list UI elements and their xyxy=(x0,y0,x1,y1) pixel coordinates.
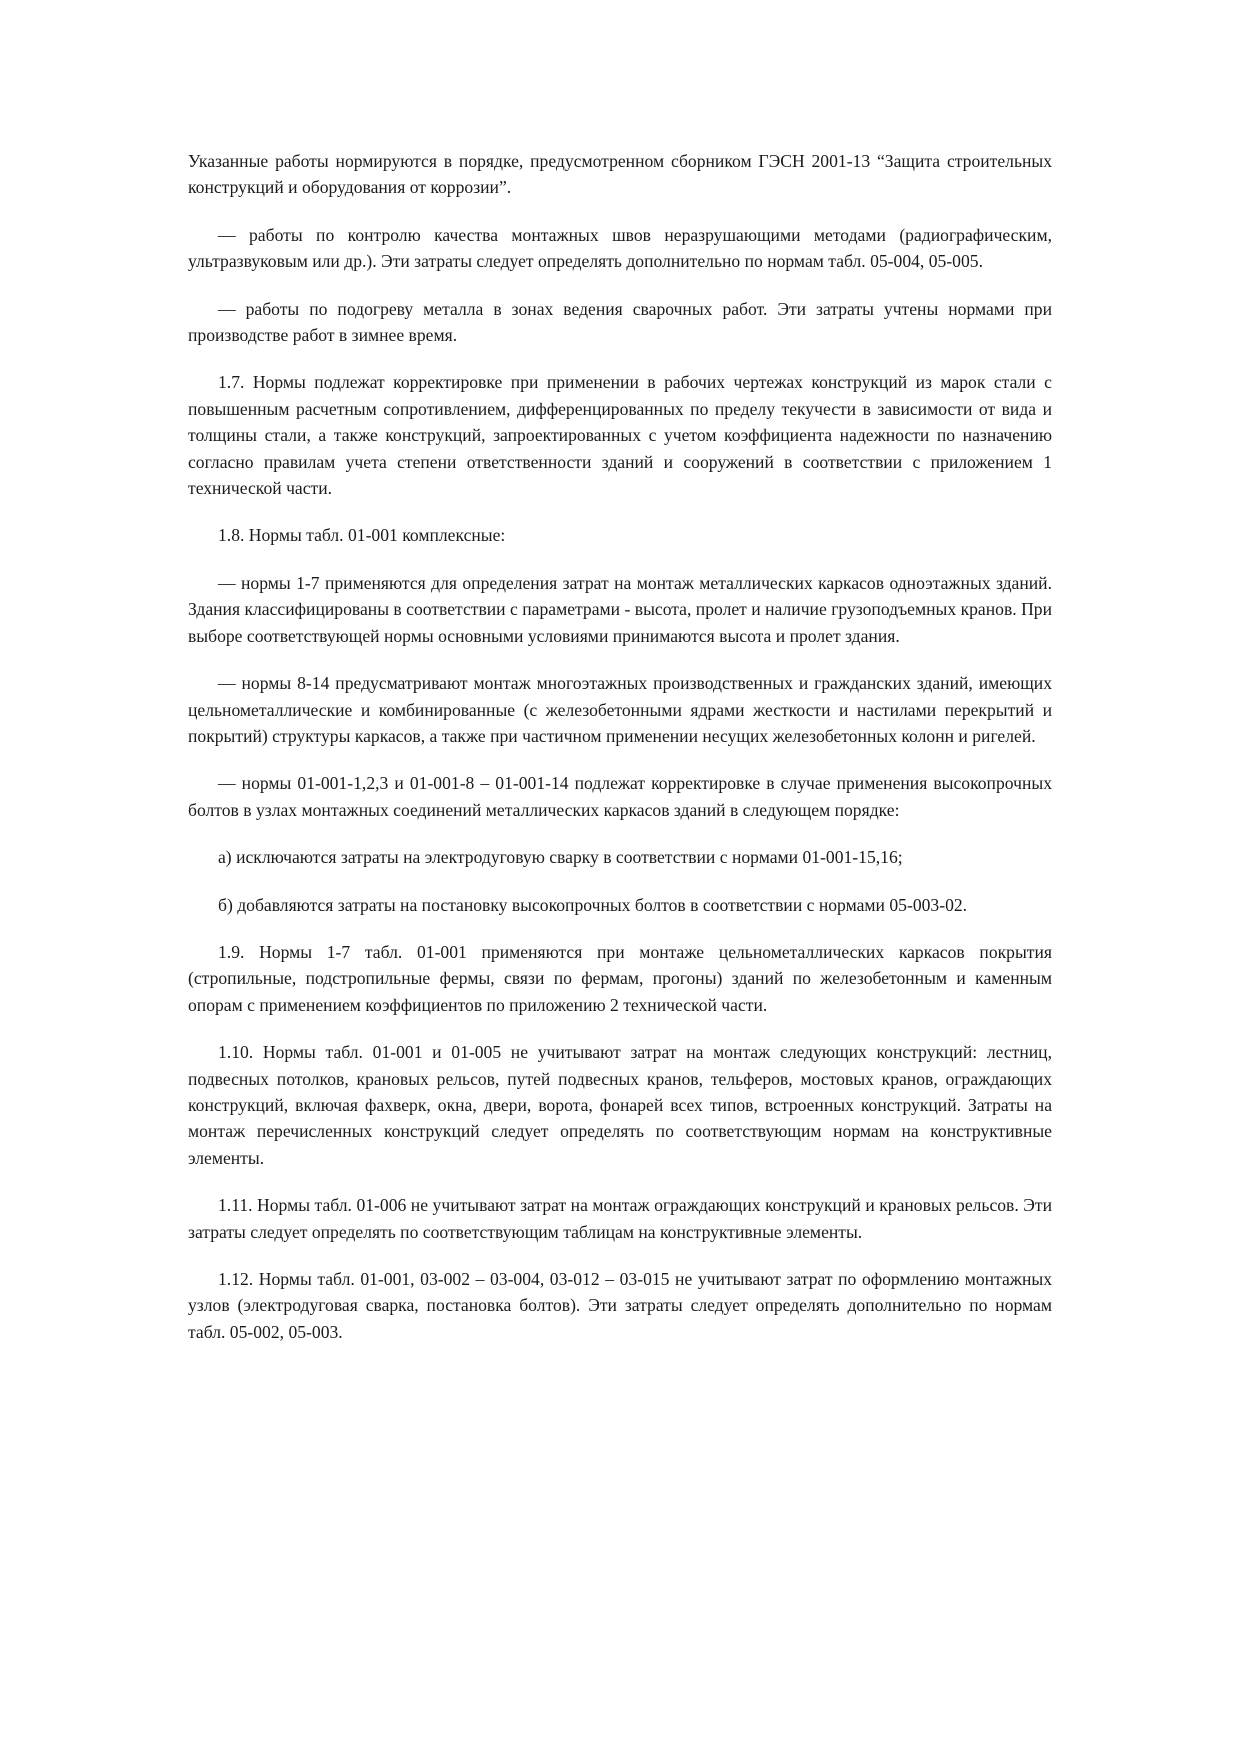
paragraph-item-a: а) исключаются затраты на электродуговую сварку в соответствии с нормами 01-001-15,16; xyxy=(218,847,903,868)
paragraph-section-1-11: 1.11. Нормы табл. 01-006 не учитывают затрат на монтаж ограждающих конструкций и крановых рельсов. Эти затраты следует определять по соответствующим таблицам на конструктивные элементы. xyxy=(188,1195,1052,1242)
paragraph-norms-1-7: — нормы 1-7 применяются для определения затрат на монтаж металлических каркасов одноэтажных зданий. Здания классифицированы в соответствии с параметрами - высота, пролет и наличие грузоподъемных кранов. При выборе соответствующей нормы основными условиями принимаются высота и пролет здания. xyxy=(188,572,1052,646)
paragraph-weld-quality-control: — работы по контролю качества монтажных швов неразрушающими методами (радиографическим, ультразвуковым или др.). Эти затраты следует определять дополнительно по нормам табл. 05-004, 05-005. xyxy=(188,224,1052,272)
paragraph-section-1-7: 1.7. Нормы подлежат корректировке при применении в рабочих чертежах конструкций из марок стали с повышенным расчетным сопротивлением, дифференцированных по пределу текучести в зависимости от вида и толщины стали, а также конструкций, запроектированных с учетом коэффициента надежности по назначению согласно правилам учета степени ответственности зданий и сооружений в соответствии с приложением 1 технической части. xyxy=(188,372,1052,499)
paragraph-corrosion-reference: Указанные работы нормируются в порядке, предусмотренном сборником ГЭСН 2001-13 “Защита строительных конструкций и оборудования от коррозии”. xyxy=(188,151,1052,198)
paragraph-norms-8-14: — нормы 8-14 предусматривают монтаж многоэтажных производственных и гражданских зданий, имеющих цельнометаллические и комбинированные (с железобетонными ядрами жесткости и настилами перекрытий и покрытий) структуры каркасов, а также при частичном применении несущих железобетонных колонн и ригелей. xyxy=(188,673,1052,746)
document-page xyxy=(188,148,1052,1366)
paragraph-section-1-12: 1.12. Нормы табл. 01-001, 03-002 – 03-004, 03-012 – 03-015 не учитывают затрат по оформлению монтажных узлов (электродуговая сварка, постановка болтов). Эти затраты следует определять дополнительно по нормам табл. 05-002, 05-003. xyxy=(188,1269,1052,1342)
paragraph-section-1-9: 1.9. Нормы 1-7 табл. 01-001 применяются при монтаже цельнометаллических каркасов покрытия (стропильные, подстропильные фермы, связи по фермам, прогоны) зданий по железобетонным и каменным опорам с применением коэффициентов по приложению 2 технической части. xyxy=(188,941,1052,1015)
paragraph-high-strength-bolts: — нормы 01-001-1,2,3 и 01-001-8 – 01-001-14 подлежат корректировке в случае применения высокопрочных болтов в узлах монтажных соединений металлических каркасов зданий в следующем порядке: xyxy=(188,773,1052,820)
paragraph-section-1-8: 1.8. Нормы табл. 01-001 комплексные: xyxy=(218,525,506,546)
paragraph-metal-preheating: — работы по подогреву металла в зонах ведения сварочных работ. Эти затраты учтены нормами при производстве работ в зимнее время. xyxy=(188,298,1052,346)
paragraph-item-b: б) добавляются затраты на постановку высокопрочных болтов в соответствии с нормами 05-003-02. xyxy=(218,894,968,915)
paragraph-section-1-10: 1.10. Нормы табл. 01-001 и 01-005 не учитывают затрат на монтаж следующих конструкций: лестниц, подвесных потолков, крановых рельсов, путей подвесных кранов, тельферов, мостовых кранов, ограждающих конструкций, включая фахверк, окна, двери, ворота, фонарей всех типов, встроенных конструкций. Затраты на монтаж перечисленных конструкций следует определять по соответствующим нормам на конструктивные элементы. xyxy=(188,1042,1052,1168)
